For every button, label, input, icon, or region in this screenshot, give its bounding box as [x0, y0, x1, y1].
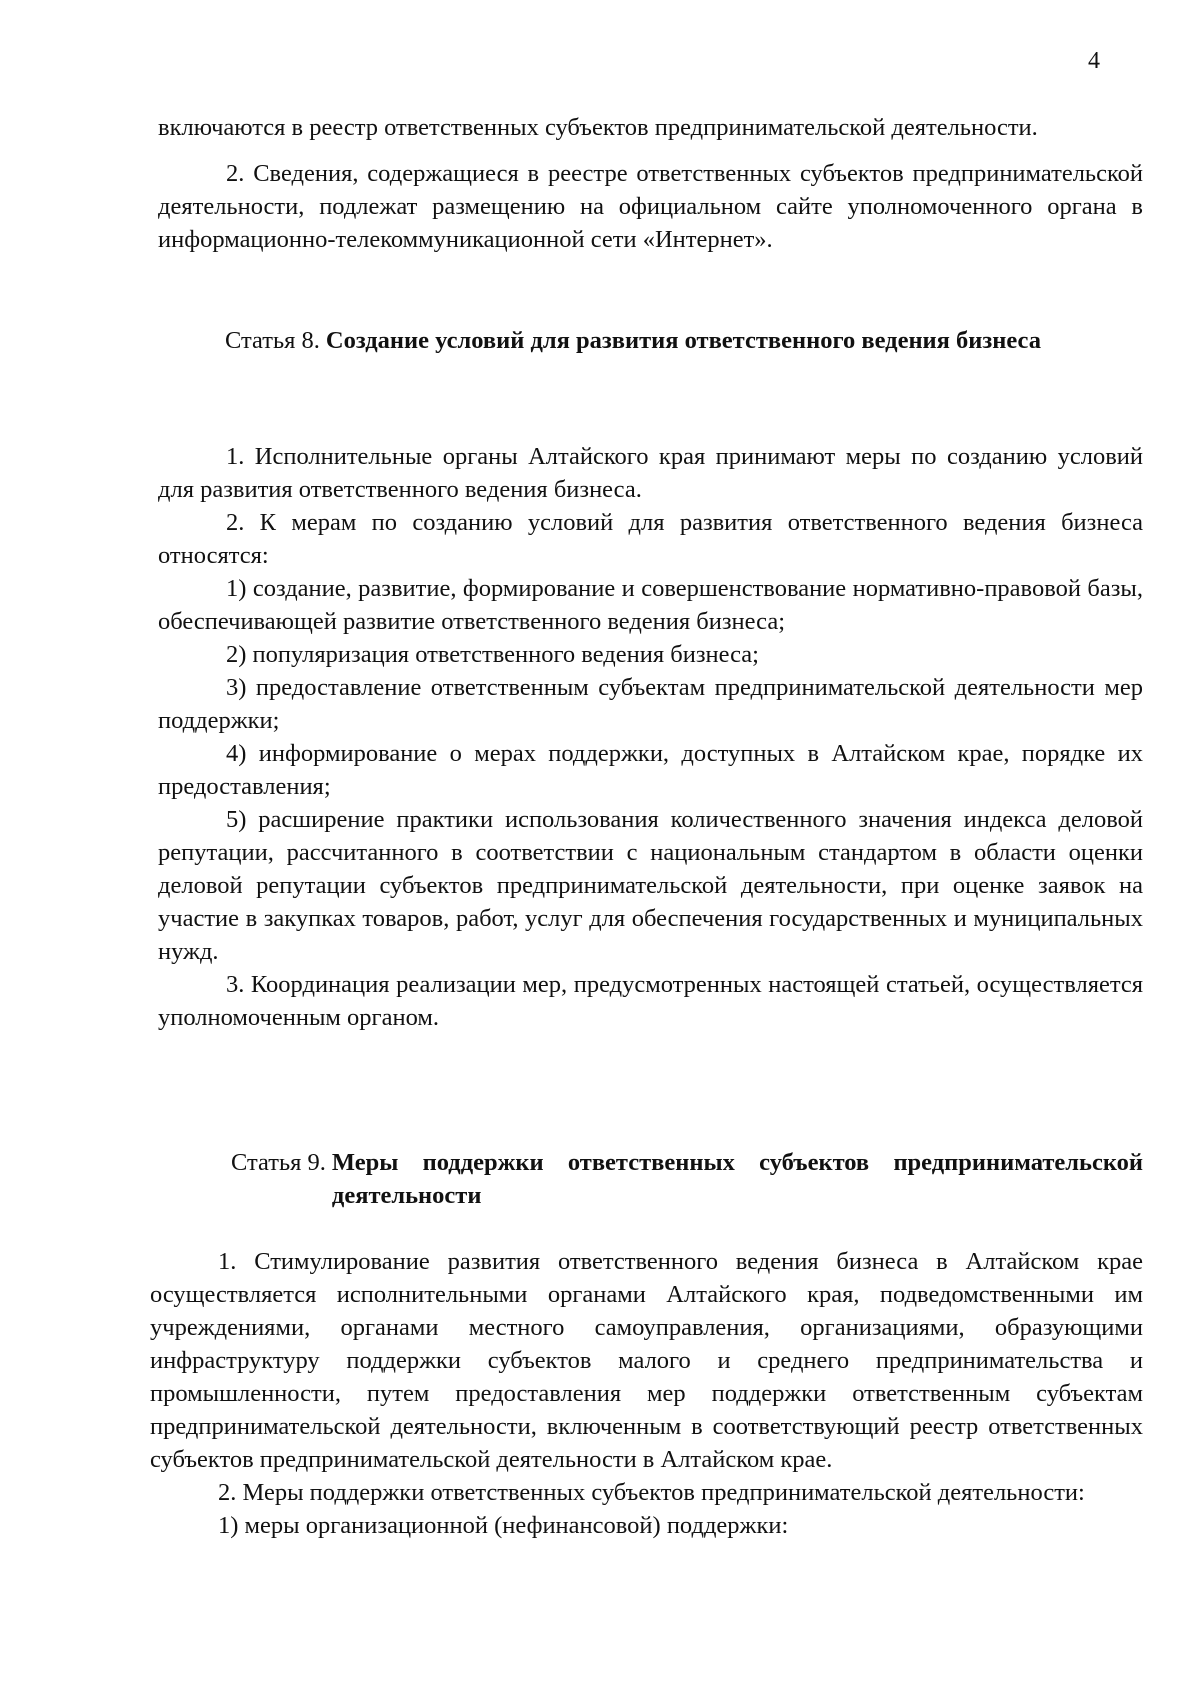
list-item: 3) предоставление ответственным субъектам предпринимательской деятельности мер поддержки;: [158, 674, 1143, 734]
paragraph: 2. Меры поддержки ответственных субъектов предпринимательской деятельности:: [218, 1479, 1085, 1506]
paragraph: 2. Сведения, содержащиеся в реестре ответственных субъектов предпринимательской деятельности, подлежат размещению на официальном сайте уполномоченного органа в информационно-телекоммуникационной сети «Интернет».: [158, 160, 1143, 253]
page-number: 4: [1088, 48, 1100, 74]
article-8-label: Статья 8.: [225, 327, 320, 354]
article-9-title: Меры поддержки ответственных субъектов предпринимательской деятельности: [331, 1149, 1143, 1209]
article-8-heading: [225, 324, 1143, 357]
paragraph: 2. К мерам по созданию условий для развития ответственного ведения бизнеса относятся:: [158, 509, 1143, 569]
list-item: 2) популяризация ответственного ведения бизнеса;: [226, 641, 759, 668]
article-9-body: [150, 1245, 1143, 1542]
intro-section: [158, 111, 1143, 256]
paragraph: включаются в реестр ответственных субъектов предпринимательской деятельности.: [158, 114, 1038, 141]
article-9-heading: [231, 1146, 1143, 1212]
article-8-title: Создание условий для развития ответственного ведения бизнеса: [325, 327, 1041, 354]
list-item: 5) расширение практики использования количественного значения индекса деловой репутации, рассчитанного в соответствии с национальным стандартом в области оценки деловой репутации субъектов предпринимательской деятельности, при оценке заявок на участие в закупках товаров, работ, услуг для обеспечения государственных и муниципальных нужд.: [158, 806, 1143, 965]
list-item: 1) меры организационной (нефинансовой) поддержки:: [218, 1512, 789, 1539]
article-8-body: [158, 440, 1143, 1034]
list-item: 1) создание, развитие, формирование и совершенствование нормативно-правовой базы, обеспечивающей развитие ответственного ведения бизнеса;: [158, 575, 1143, 635]
paragraph: 3. Координация реализации мер, предусмотренных настоящей статьей, осуществляется уполномоченным органом.: [158, 971, 1143, 1031]
paragraph: 1. Исполнительные органы Алтайского края принимают меры по созданию условий для развития ответственного ведения бизнеса.: [158, 443, 1143, 503]
list-item: 4) информирование о мерах поддержки, доступных в Алтайском крае, порядке их предоставления;: [158, 740, 1143, 800]
article-9-label: Статья 9.: [231, 1149, 326, 1176]
paragraph: 1. Стимулирование развития ответственного ведения бизнеса в Алтайском крае осуществляется исполнительными органами Алтайского края, подведомственными им учреждениями, органами местного самоуправления, организациями, образующими инфраструктуру поддержки субъектов малого и среднего предпринимательства и промышленности, путем предоставления мер поддержки ответственным субъектам предпринимательской деятельности, включенным в соответствующий реестр ответственных субъектов предпринимательской деятельности в Алтайском крае.: [150, 1248, 1143, 1473]
